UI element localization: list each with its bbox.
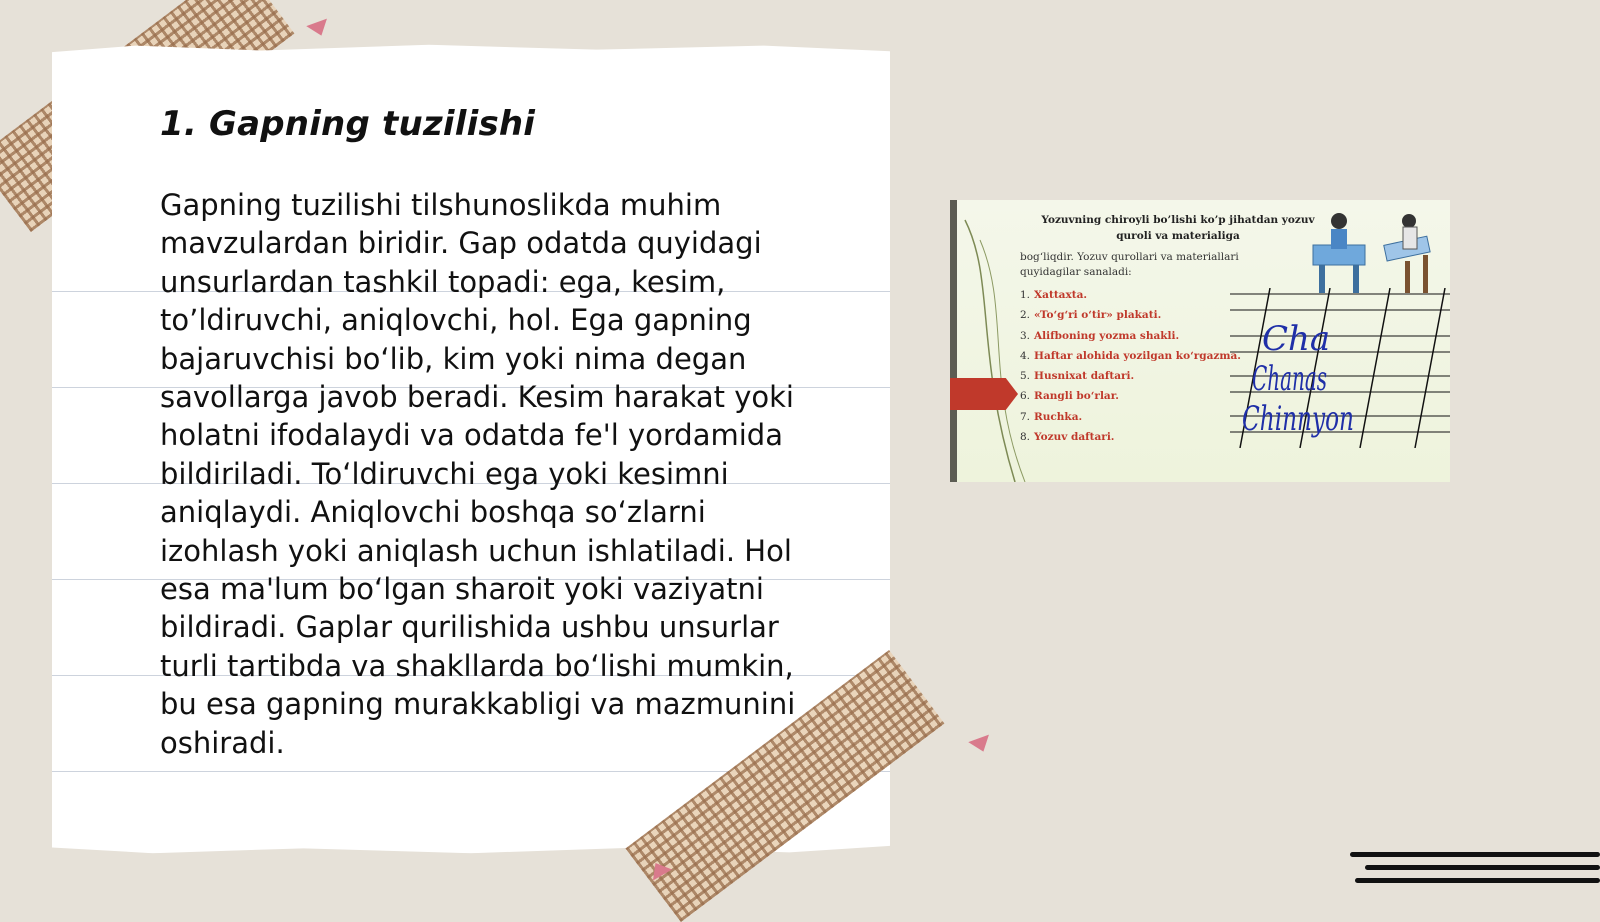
handwriting-sample: Chinnyon bbox=[1242, 399, 1354, 439]
red-bookmark bbox=[950, 378, 1018, 410]
brush-stroke bbox=[1350, 852, 1600, 857]
students-illustration bbox=[1305, 205, 1447, 297]
decorative-brush-strokes bbox=[1350, 850, 1600, 890]
list-text: Husnixat daftari. bbox=[1034, 370, 1135, 383]
tape-corner-decoration bbox=[306, 19, 331, 40]
list-number: 8. bbox=[1020, 431, 1031, 444]
list-text: Yozuv daftari. bbox=[1034, 431, 1115, 444]
brush-stroke bbox=[1365, 865, 1600, 870]
list-number: 4. bbox=[1020, 349, 1031, 362]
list-text: Haftar alohida yozilgan ko‘rgazma. bbox=[1034, 349, 1241, 362]
textbook-page-image bbox=[950, 200, 1450, 482]
slide-body-text: Gapning tuzilishi tilshunoslikda muhim mavzulardan biridir. Gap odatda quyidagi unsurlardan tashkil topadi: ega, kesim, to’ldiruvchi, aniqlovchi, hol. Ega gapning bajaruvchisi bo‘lib, kim yoki nima degan savollarga javob beradi. Kesim harakat yoki holatni ifodalaydi va odatda fe'l yordamida bildiriladi. To‘ldiruvchi ega yoki kesimni aniqlaydi. Aniqlovchi boshqa so‘zlarni izohlash yoki aniqlash uchun ishlatiladi. Hol esa ma'lum bo‘lgan sharoit yoki vaziyatni bildiradi. Gaplar qurilishida ushbu unsurlar turli tartibda va shakllarda bo‘lishi mumkin, bu esa gapning murakkabligi va mazmunini oshiradi. bbox=[160, 188, 796, 760]
materials-list bbox=[1020, 285, 1241, 447]
list-item bbox=[1020, 285, 1241, 305]
list-number: 3. bbox=[1020, 329, 1031, 342]
brush-stroke bbox=[1355, 878, 1600, 883]
list-item bbox=[1020, 427, 1241, 447]
list-text: Rangli bo‘rlar. bbox=[1034, 390, 1119, 403]
list-item bbox=[1020, 326, 1241, 346]
list-text: Ruchka. bbox=[1034, 410, 1083, 423]
handwriting-sample: Cha bbox=[1262, 319, 1331, 359]
list-item bbox=[1020, 346, 1241, 366]
list-text: «To‘g‘ri o‘tir» plakati. bbox=[1034, 309, 1162, 322]
list-number: 5. bbox=[1020, 370, 1031, 383]
list-number: 6. bbox=[1020, 390, 1031, 403]
image-heading: Yozuvning chiroyli bo’lishi ko’p jihatdan yozuv quroli va materialiga bbox=[1041, 214, 1315, 242]
list-text: Alifboning yozma shakli. bbox=[1034, 329, 1180, 342]
list-item bbox=[1020, 366, 1241, 386]
handwriting-grid bbox=[1230, 288, 1450, 448]
list-item bbox=[1020, 386, 1241, 406]
list-item bbox=[1020, 407, 1241, 427]
list-number: 1. bbox=[1020, 289, 1031, 301]
handwriting-sample: Chanas bbox=[1252, 359, 1327, 399]
list-number: 7. bbox=[1020, 410, 1031, 423]
list-text: Xattaxta. bbox=[1034, 289, 1088, 301]
list-number: 2. bbox=[1020, 309, 1031, 322]
tape-corner-decoration bbox=[968, 735, 993, 756]
image-intro: bog‘liqdir. Yozuv qurollari va materiallari quyidagilar sanaladi: bbox=[1020, 251, 1239, 278]
list-item bbox=[1020, 305, 1241, 325]
slide-heading: 1. Gapning tuzilishi bbox=[160, 104, 536, 144]
